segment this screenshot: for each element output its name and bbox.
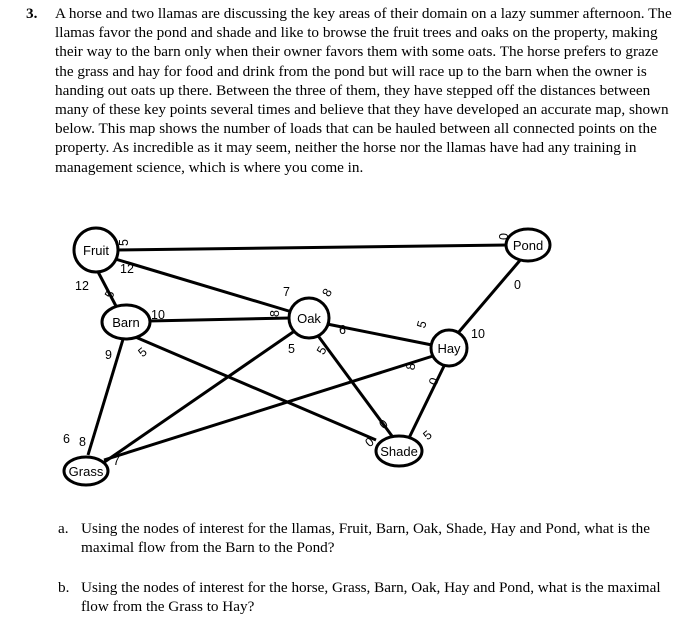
cap-oak-hay-hay: 5 xyxy=(414,319,430,330)
cap-grass-hay-grass: 8 xyxy=(79,435,86,449)
node-label-barn: Barn xyxy=(112,315,140,330)
question-b-label: b. xyxy=(58,579,70,596)
node-label-oak: Oak xyxy=(297,311,321,326)
cap-oak-shade-oak: 5 xyxy=(288,342,295,356)
cap-fruit-pond-pond: 0 xyxy=(497,233,511,240)
cap-grass-hay-hay: 8 xyxy=(403,361,419,372)
problem-text: A horse and two llamas are discussing the key areas of their domain on a lazy summer afternoon. The llamas favor the pond and shade and like to browse the fruit trees and oaks on the property, making their way to the barn only when their owner favors them with some oats. The horse prefers to graze the grass and hay for food and drink from the pond but will race up to the barn when the owner is handing out oats up there. Between the three of them, they have stepped off the distances between many of these key points several times and believe that they have developed an accurate map, shown below. This map shows the number of loads that can be hauled between all connected points on the property. As incredible as it may seem, neither the horse nor the llamas have had any training in management science, which is where you come in. xyxy=(55,5,672,176)
cap-fruit-oak-fruit: 12 xyxy=(120,262,134,276)
edge-oak-grass xyxy=(103,330,296,463)
cap-barn-grass-grass: 7 xyxy=(113,454,120,468)
node-oak xyxy=(289,298,329,338)
cap-hay-shade-shade: 5 xyxy=(420,427,435,443)
question-b-text: Using the nodes of interest for the horse, Grass, Barn, Oak, Hay and Pond, what is the maximal flow from the Grass to Hay? xyxy=(81,579,661,615)
node-label-pond: Pond xyxy=(512,238,544,253)
edge-fruit-barn xyxy=(96,268,117,308)
node-fruit xyxy=(74,228,118,272)
node-shade xyxy=(376,436,422,466)
cap-barn-oak-oak: 8 xyxy=(268,310,282,317)
edge-hay-shade xyxy=(409,364,445,438)
question-b xyxy=(58,578,678,616)
cap-fruit-barn-fruit: 12 xyxy=(75,279,89,293)
node-label-shade: Shade xyxy=(380,444,418,459)
edge-fruit-pond xyxy=(115,245,508,250)
edge-barn-oak xyxy=(148,318,290,321)
edge-hay-pond xyxy=(458,258,522,333)
cap-oak-grass-oak-2: 5 xyxy=(313,343,330,357)
cap-fruit-oak-oak: 8 xyxy=(319,286,336,300)
edge-barn-shade xyxy=(133,336,376,440)
cap-hay-pond-pond: 0 xyxy=(514,278,521,292)
question-a-text: Using the nodes of interest for the llamas, Fruit, Barn, Oak, Shade, Hay and Pond, what is the maximal flow from the Barn to the Pond? xyxy=(81,520,651,556)
cap-oak-grass-oak: 7 xyxy=(283,285,290,299)
question-a-label: a. xyxy=(58,520,69,537)
cap-barn-shade-shade: 0 xyxy=(362,434,377,450)
cap-hay-pond-hay: 10 xyxy=(471,327,485,341)
cap-fruit-pond-fruit: 5 xyxy=(117,239,131,246)
cap-oak-shade-shade: 0 xyxy=(376,416,391,432)
node-pond xyxy=(506,229,550,261)
node-label-grass: Grass xyxy=(68,464,104,479)
cap-barn-grass-barn: 9 xyxy=(105,348,112,362)
edge-fruit-oak xyxy=(112,258,292,312)
node-grass xyxy=(64,457,108,485)
cap-barn-shade-barn: 5 xyxy=(135,344,150,360)
cap-oak-grass-grass: 6 xyxy=(63,432,70,446)
node-hay xyxy=(431,330,467,366)
node-label-hay: Hay xyxy=(437,341,461,356)
node-barn xyxy=(102,305,150,339)
cap-hay-shade-hay: 0 xyxy=(426,375,442,388)
cap-fruit-barn-barn: 5 xyxy=(101,287,118,301)
problem-number: 3. xyxy=(26,5,38,22)
cap-barn-oak-barn: 10 xyxy=(151,308,165,322)
cap-oak-hay-oak: 6 xyxy=(339,323,346,337)
question-a xyxy=(58,519,678,557)
node-label-fruit: Fruit xyxy=(83,243,109,258)
